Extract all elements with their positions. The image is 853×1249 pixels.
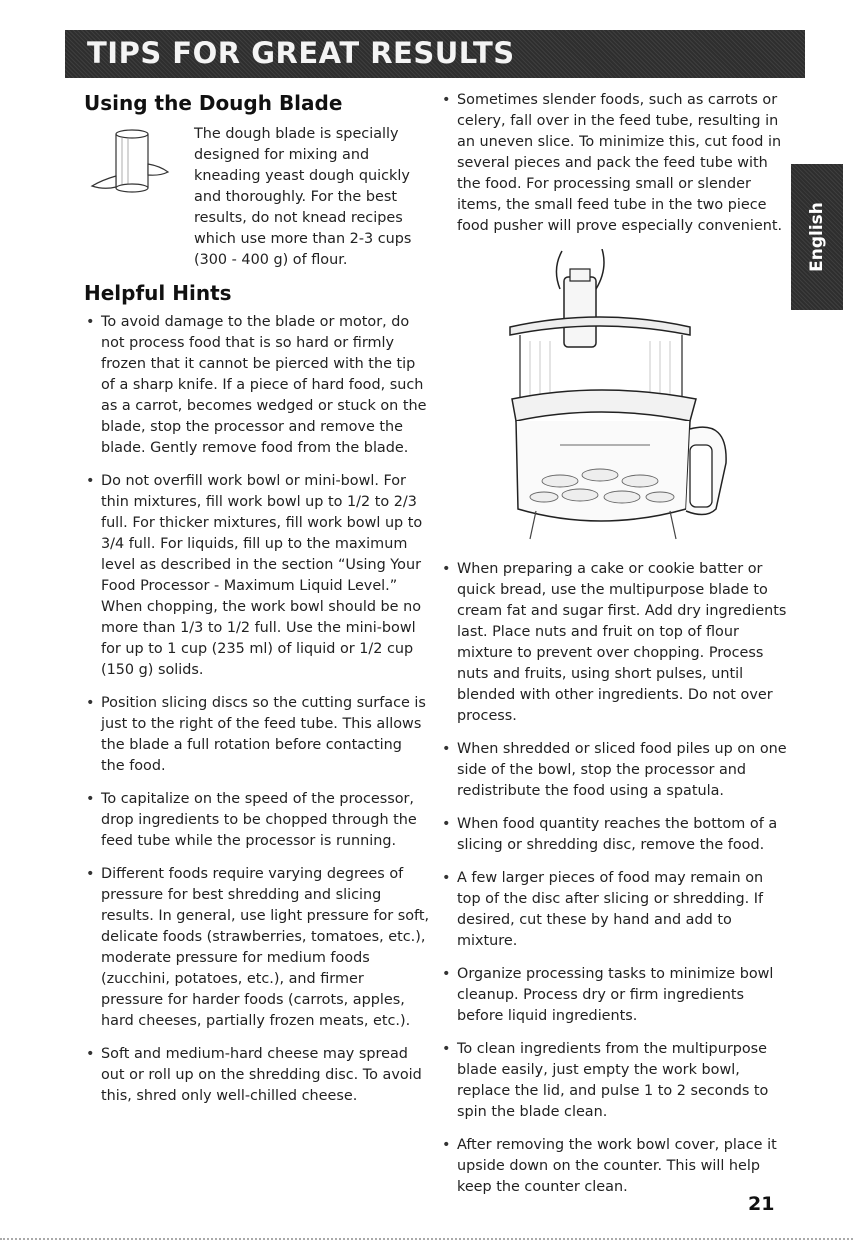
- list-item: • Sometimes slender foods, such as carrots or celery, fall over in the feed tube, resulting in an uneven slice. To minimize this, cut food in several pieces and pack the feed tube with the food. For processing small or slender items, the small feed tube in the two piece food pusher will prove especially convenient.: [440, 90, 790, 237]
- list-item: • A few larger pieces of food may remain on top of the disc after slicing or shredding. If desired, cut these by hand and add to mixture.: [440, 868, 790, 952]
- dough-blade-text: The dough blade is specially designed for mixing and kneading yeast dough quickly and thoroughly. For the best results, do not knead recipes which use more than 2-3 cups (300 - 400 g) of flour.: [194, 126, 412, 268]
- hints-list-right: [440, 559, 790, 1198]
- list-item: • Soft and medium-hard cheese may spread out or roll up on the shredding disc. To avoid this, shred only well-chilled cheese.: [84, 1044, 430, 1107]
- list-item: • When preparing a cake or cookie batter or quick bread, use the multipurpose blade to cream fat and sugar first. Add dry ingredients last. Place nuts and fruit on top of flour mixture to prevent over chopping. Process nuts and fruits, using short pulses, until blended with other ingredients. Do not over process.: [440, 559, 790, 727]
- list-item: • After removing the work bowl cover, place it upside down on the counter. This will help keep the counter clean.: [440, 1135, 790, 1198]
- list-item: • To avoid damage to the blade or motor, do not process food that is so hard or firmly frozen that it cannot be pierced with the tip of a sharp knife. If a piece of hard food, such as a carrot, becomes wedged or stuck on the blade, stop the processor and remove the blade. Gently remove food from the blade.: [84, 312, 430, 459]
- page-divider: [0, 1238, 853, 1240]
- right-column: [440, 90, 790, 1210]
- hints-list-left: [84, 312, 430, 1107]
- hints-list-right-top: [440, 90, 790, 237]
- dough-blade-icon: [84, 126, 184, 206]
- list-item: • Different foods require varying degrees of pressure for best shredding and slicing results. In general, use light pressure for soft, delicate foods (strawberries, tomatoes, etc.), moderate pressure for medium foods (zucchini, potatoes, etc.), and firmer pressure for harder foods (carrots, apples, hard cheeses, partially frozen meats, etc.).: [84, 864, 430, 1032]
- section-banner: [65, 30, 805, 78]
- page-number: 21: [748, 1193, 775, 1215]
- list-item: • Do not overfill work bowl or mini-bowl. For thin mixtures, fill work bowl up to 1/2 to 2/3 full. For thicker mixtures, fill work bowl up to 3/4 full. For liquids, fill up to the maximum level as described in the section “Using Your Food Processor - Maximum Liquid Level.” When chopping, the work bowl should be no more than 1/3 to 1/2 full. Use the mini-bowl for up to 1 cup (235 ml) of liquid or 1/2 cup (150 g) solids.: [84, 471, 430, 681]
- helpful-hints-heading: Helpful Hints: [84, 281, 232, 305]
- list-item: • To capitalize on the speed of the processor, drop ingredients to be chopped through the feed tube while the processor is running.: [84, 789, 430, 852]
- list-item: • When food quantity reaches the bottom of a slicing or shredding disc, remove the food.: [440, 814, 790, 856]
- list-item: • To clean ingredients from the multipurpose blade easily, just empty the work bowl, replace the lid, and pulse 1 to 2 seconds to spin the blade clean.: [440, 1039, 790, 1123]
- dough-blade-heading: Using the Dough Blade: [84, 91, 343, 115]
- left-column: [84, 90, 430, 1119]
- page-title: TIPS FOR GREAT RESULTS: [87, 36, 515, 70]
- language-tab-label: English: [807, 202, 827, 272]
- list-item: • When shredded or sliced food piles up on one side of the bowl, stop the processor and redistribute the food using a spatula.: [440, 739, 790, 802]
- dough-blade-section: [84, 90, 430, 270]
- language-tab: [791, 164, 843, 310]
- food-processor-illustration: [500, 249, 730, 549]
- list-item: • Position slicing discs so the cutting surface is just to the right of the feed tube. This allows the blade a full rotation before contacting the food.: [84, 693, 430, 777]
- list-item: • Organize processing tasks to minimize bowl cleanup. Process dry or firm ingredients before liquid ingredients.: [440, 964, 790, 1027]
